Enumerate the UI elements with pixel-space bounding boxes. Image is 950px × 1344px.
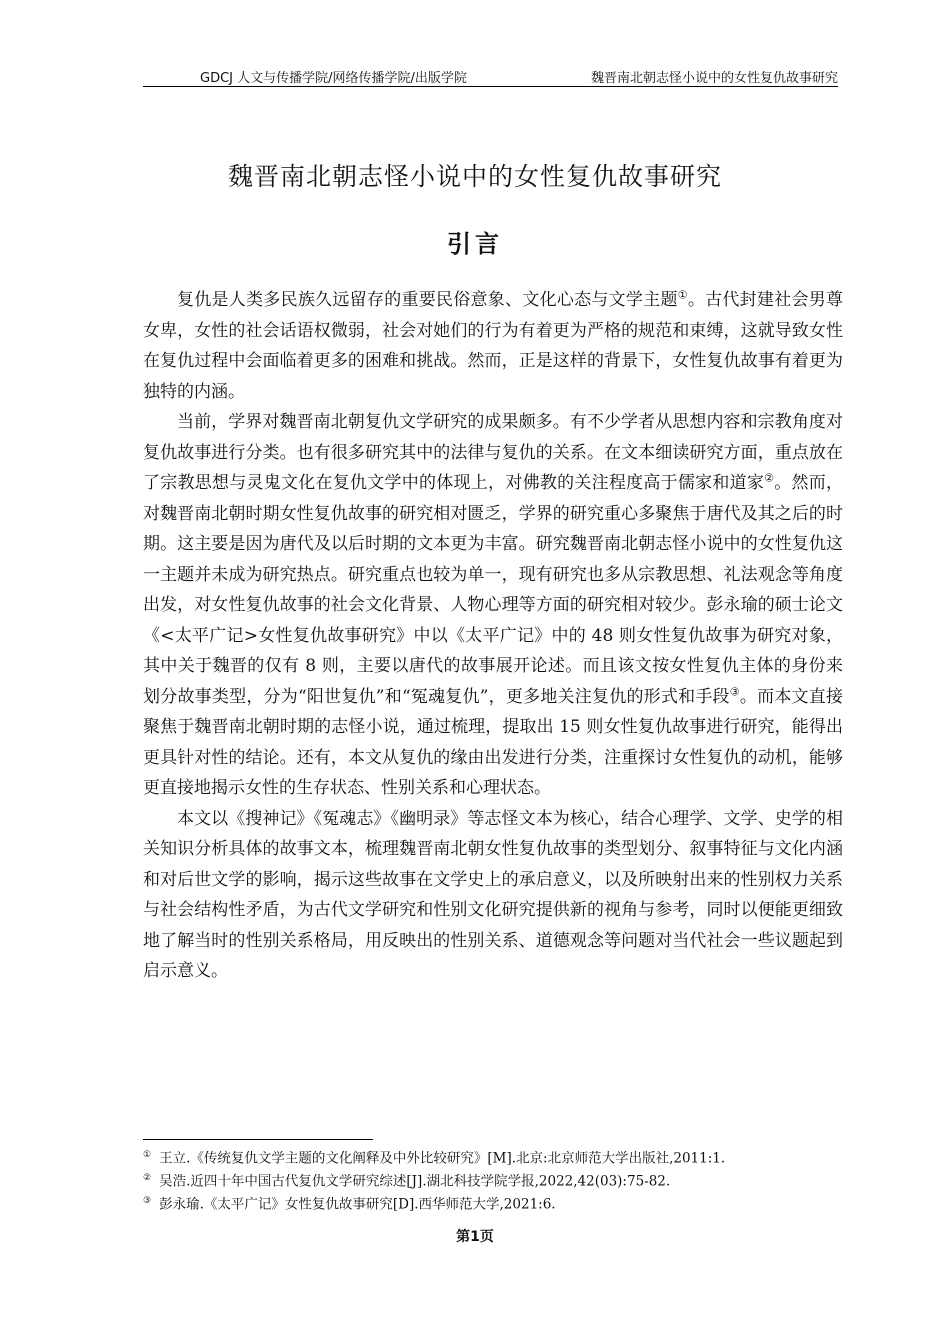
footnote-separator — [143, 1139, 373, 1140]
footnote — [143, 1169, 843, 1192]
footnote-text: 彭永瑜.《太平广记》女性复仇故事研究[D].西华师范大学,2021:6. — [159, 1196, 556, 1213]
paragraph — [143, 804, 843, 987]
paragraph-text: 当前，学界对魏晋南北朝复仇文学研究的成果颇多。有不少学者从思想内容和宗教角度对复仇故事进行分类。也有很多研究其中的法律与复仇的关系。在文本细读研究方面，重点放在了宗教思想与灵鬼文化在复仇文学中的体现上，对佛教的关注程度高于儒家和道家 — [143, 412, 843, 493]
body-text — [143, 285, 843, 987]
paragraph-text: 。然而，对魏晋南北朝时期女性复仇故事的研究相对匮乏，学界的研究重心多聚焦于唐代及其之后的时期。这主要是因为唐代及以后时期的文本更为丰富。研究魏晋南北朝志怪小说中的女性复仇这一主题并未成为研究热点。研究重点也较为单一，现有研究也多从宗教思想、礼法观念等角度出发，对女性复仇故事的社会文化背景、人物心理等方面的研究相对较少。彭永瑜的硕士论文《<太平广记>女性复仇故事研究》中以《太平广记》中的 48 则女性复仇故事为研究对象，其中关于魏晋的仅有 8 则，主要以唐代的故事展开论述。而且该文按女性复仇主体的身份来划分故事类型，分为“阳世复仇”和“冤魂复仇”，更多地关注复仇的形式和手段 — [143, 473, 844, 707]
paragraph-text: 。古代封建社会男尊女卑，女性的社会话语权微弱，社会对她们的行为有着更为严格的规范和束缚，这就导致女性在复仇过程中会面临着更多的困难和挑战。然而，正是这样的背景下，女性复仇故事有着更为独特的内涵。 — [143, 290, 844, 402]
footnotes — [143, 1146, 843, 1215]
document-title: 魏晋南北朝志怪小说中的女性复仇故事研究 — [227, 162, 722, 191]
running-header — [143, 66, 838, 87]
footnote — [143, 1146, 843, 1169]
footnote-text: 吴浩.近四十年中国古代复仇文学研究综述[J].湖北科技学院学报,2022,42(03):75-82. — [159, 1173, 671, 1190]
header-institution: GDCJ 人文与传播学院/网络传播学院/出版学院 — [200, 71, 467, 86]
footnote-text: 王立.《传统复仇文学主题的文化阐释及中外比较研究》[M].北京:北京师范大学出版社,2011:1. — [159, 1150, 726, 1167]
footnote-mark: ① — [143, 1150, 152, 1160]
paragraph-text: 复仇是人类多民族久远留存的重要民俗意象、文化心态与文学主题 — [177, 290, 678, 310]
paragraph-text: 本文以《搜神记》《冤魂志》《幽明录》等志怪文本为核心，结合心理学、文学、史学的相关知识分析具体的故事文本，梳理魏晋南北朝女性复仇故事的类型划分、叙事特征与文化内涵和对后世文学的影响，揭示这些故事在文学史上的承启意义，以及所映射出来的性别权力关系与社会结构性矛盾，为古代文学研究和性别文化研究提供新的视角与参考，同时以便能更细致地了解当时的性别关系格局，用反映出的性别关系、道德观念等问题对当代社会一些议题起到启示意义。 — [143, 808, 843, 981]
footnote-mark: ② — [143, 1173, 152, 1183]
footnote-reference[interactable]: ③ — [729, 684, 740, 698]
footnote-reference[interactable]: ① — [677, 288, 688, 302]
paragraph — [143, 285, 843, 407]
paragraph — [143, 407, 843, 804]
paragraph-text: 。而本文直接聚焦于魏晋南北朝时期的志怪小说，通过梳理，提取出 15 则女性复仇故事进行研究，能得出更具针对性的结论。还有，本文从复仇的缘由出发进行分类，注重探讨女性复仇的动机，能够更直接地揭示女性的生存状态、性别关系和心理状态。 — [143, 686, 844, 798]
footnote-mark: ③ — [143, 1196, 152, 1206]
footnote — [143, 1192, 843, 1215]
footnote-reference[interactable]: ② — [764, 471, 775, 485]
page-number: 第1页 — [456, 1229, 494, 1245]
header-short-title: 魏晋南北朝志怪小说中的女性复仇故事研究 — [590, 71, 838, 86]
section-heading: 引言 — [447, 230, 503, 258]
